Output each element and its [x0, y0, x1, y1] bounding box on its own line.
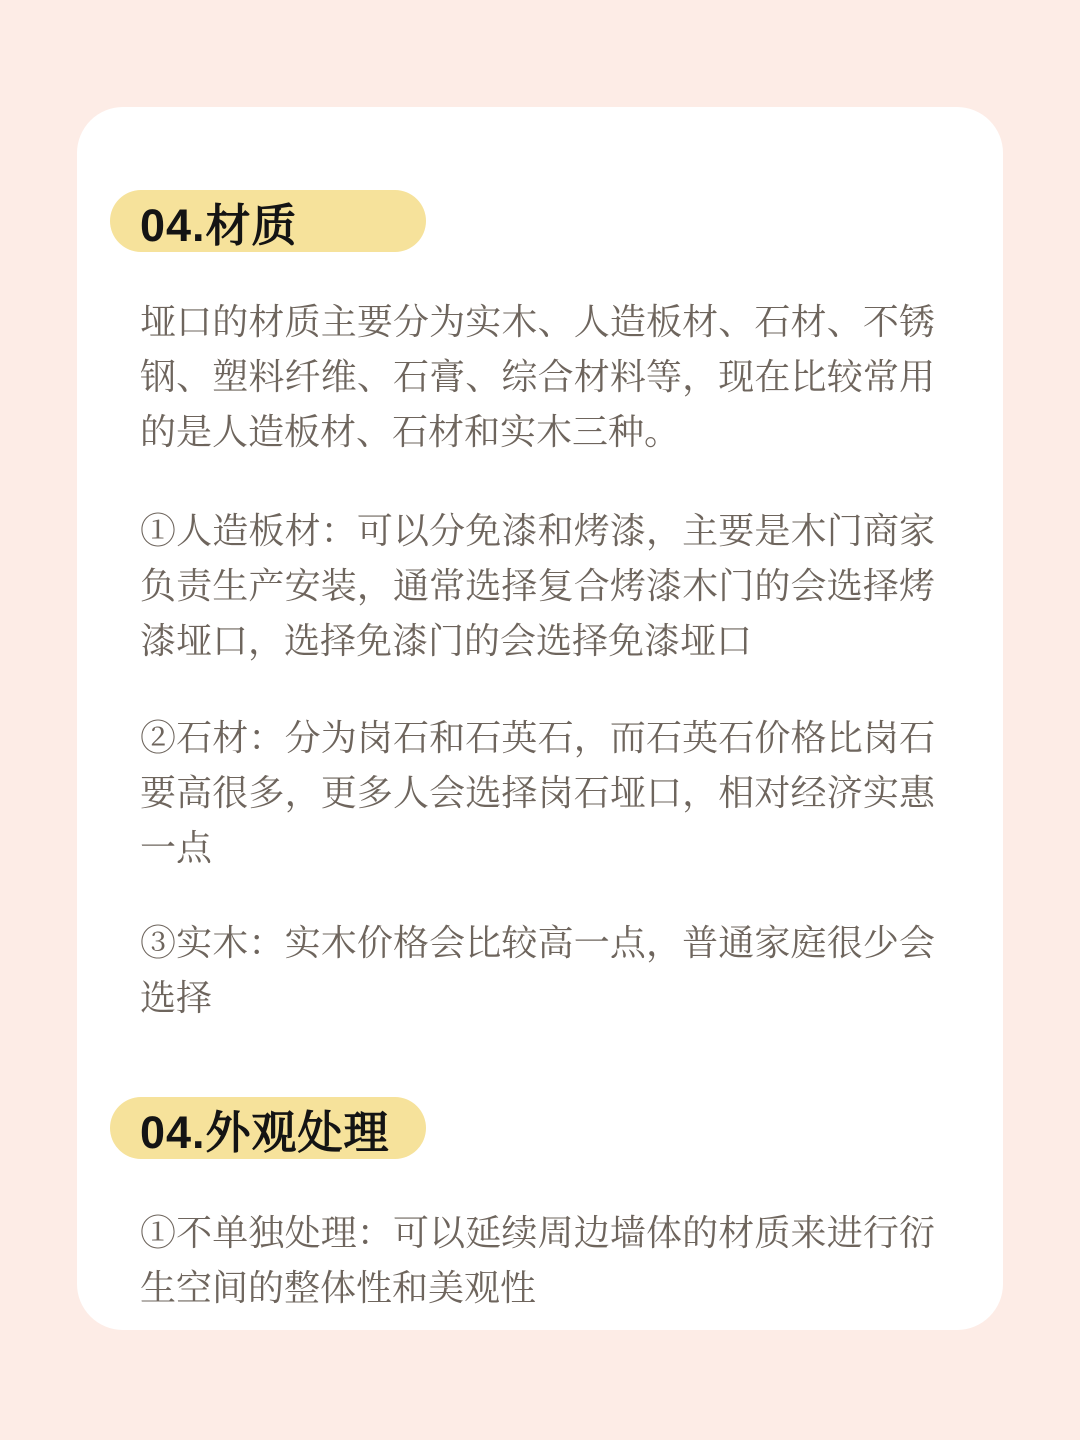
content-card	[77, 107, 1003, 1330]
section-badge-appearance-label: 04.外观处理	[140, 1106, 390, 1158]
section-badge-material	[110, 190, 426, 252]
paragraph-material-intro: 垭口的材质主要分为实木、人造板材、石材、不锈钢、塑料纤维、石膏、综合材料等，现在比较常用的是人造板材、石材和实木三种。	[140, 301, 935, 452]
paragraph-appearance-point-1: ①不单独处理：可以延续周边墙体的材质来进行衍生空间的整体性和美观性	[140, 1212, 935, 1308]
section-badge-appearance	[110, 1097, 426, 1159]
paragraph-material-point-1: ①人造板材：可以分免漆和烤漆，主要是木门商家负责生产安装，通常选择复合烤漆木门的会选择烤漆垭口，选择免漆门的会选择免漆垭口	[140, 510, 935, 661]
section-badge-material-label: 04.材质	[140, 199, 298, 251]
paragraph-material-point-2: ②石材：分为岗石和石英石，而石英石价格比岗石要高很多，更多人会选择岗石垭口，相对经济实惠一点	[140, 717, 935, 868]
paragraph-material-point-3: ③实木：实木价格会比较高一点，普通家庭很少会选择	[140, 922, 935, 1018]
